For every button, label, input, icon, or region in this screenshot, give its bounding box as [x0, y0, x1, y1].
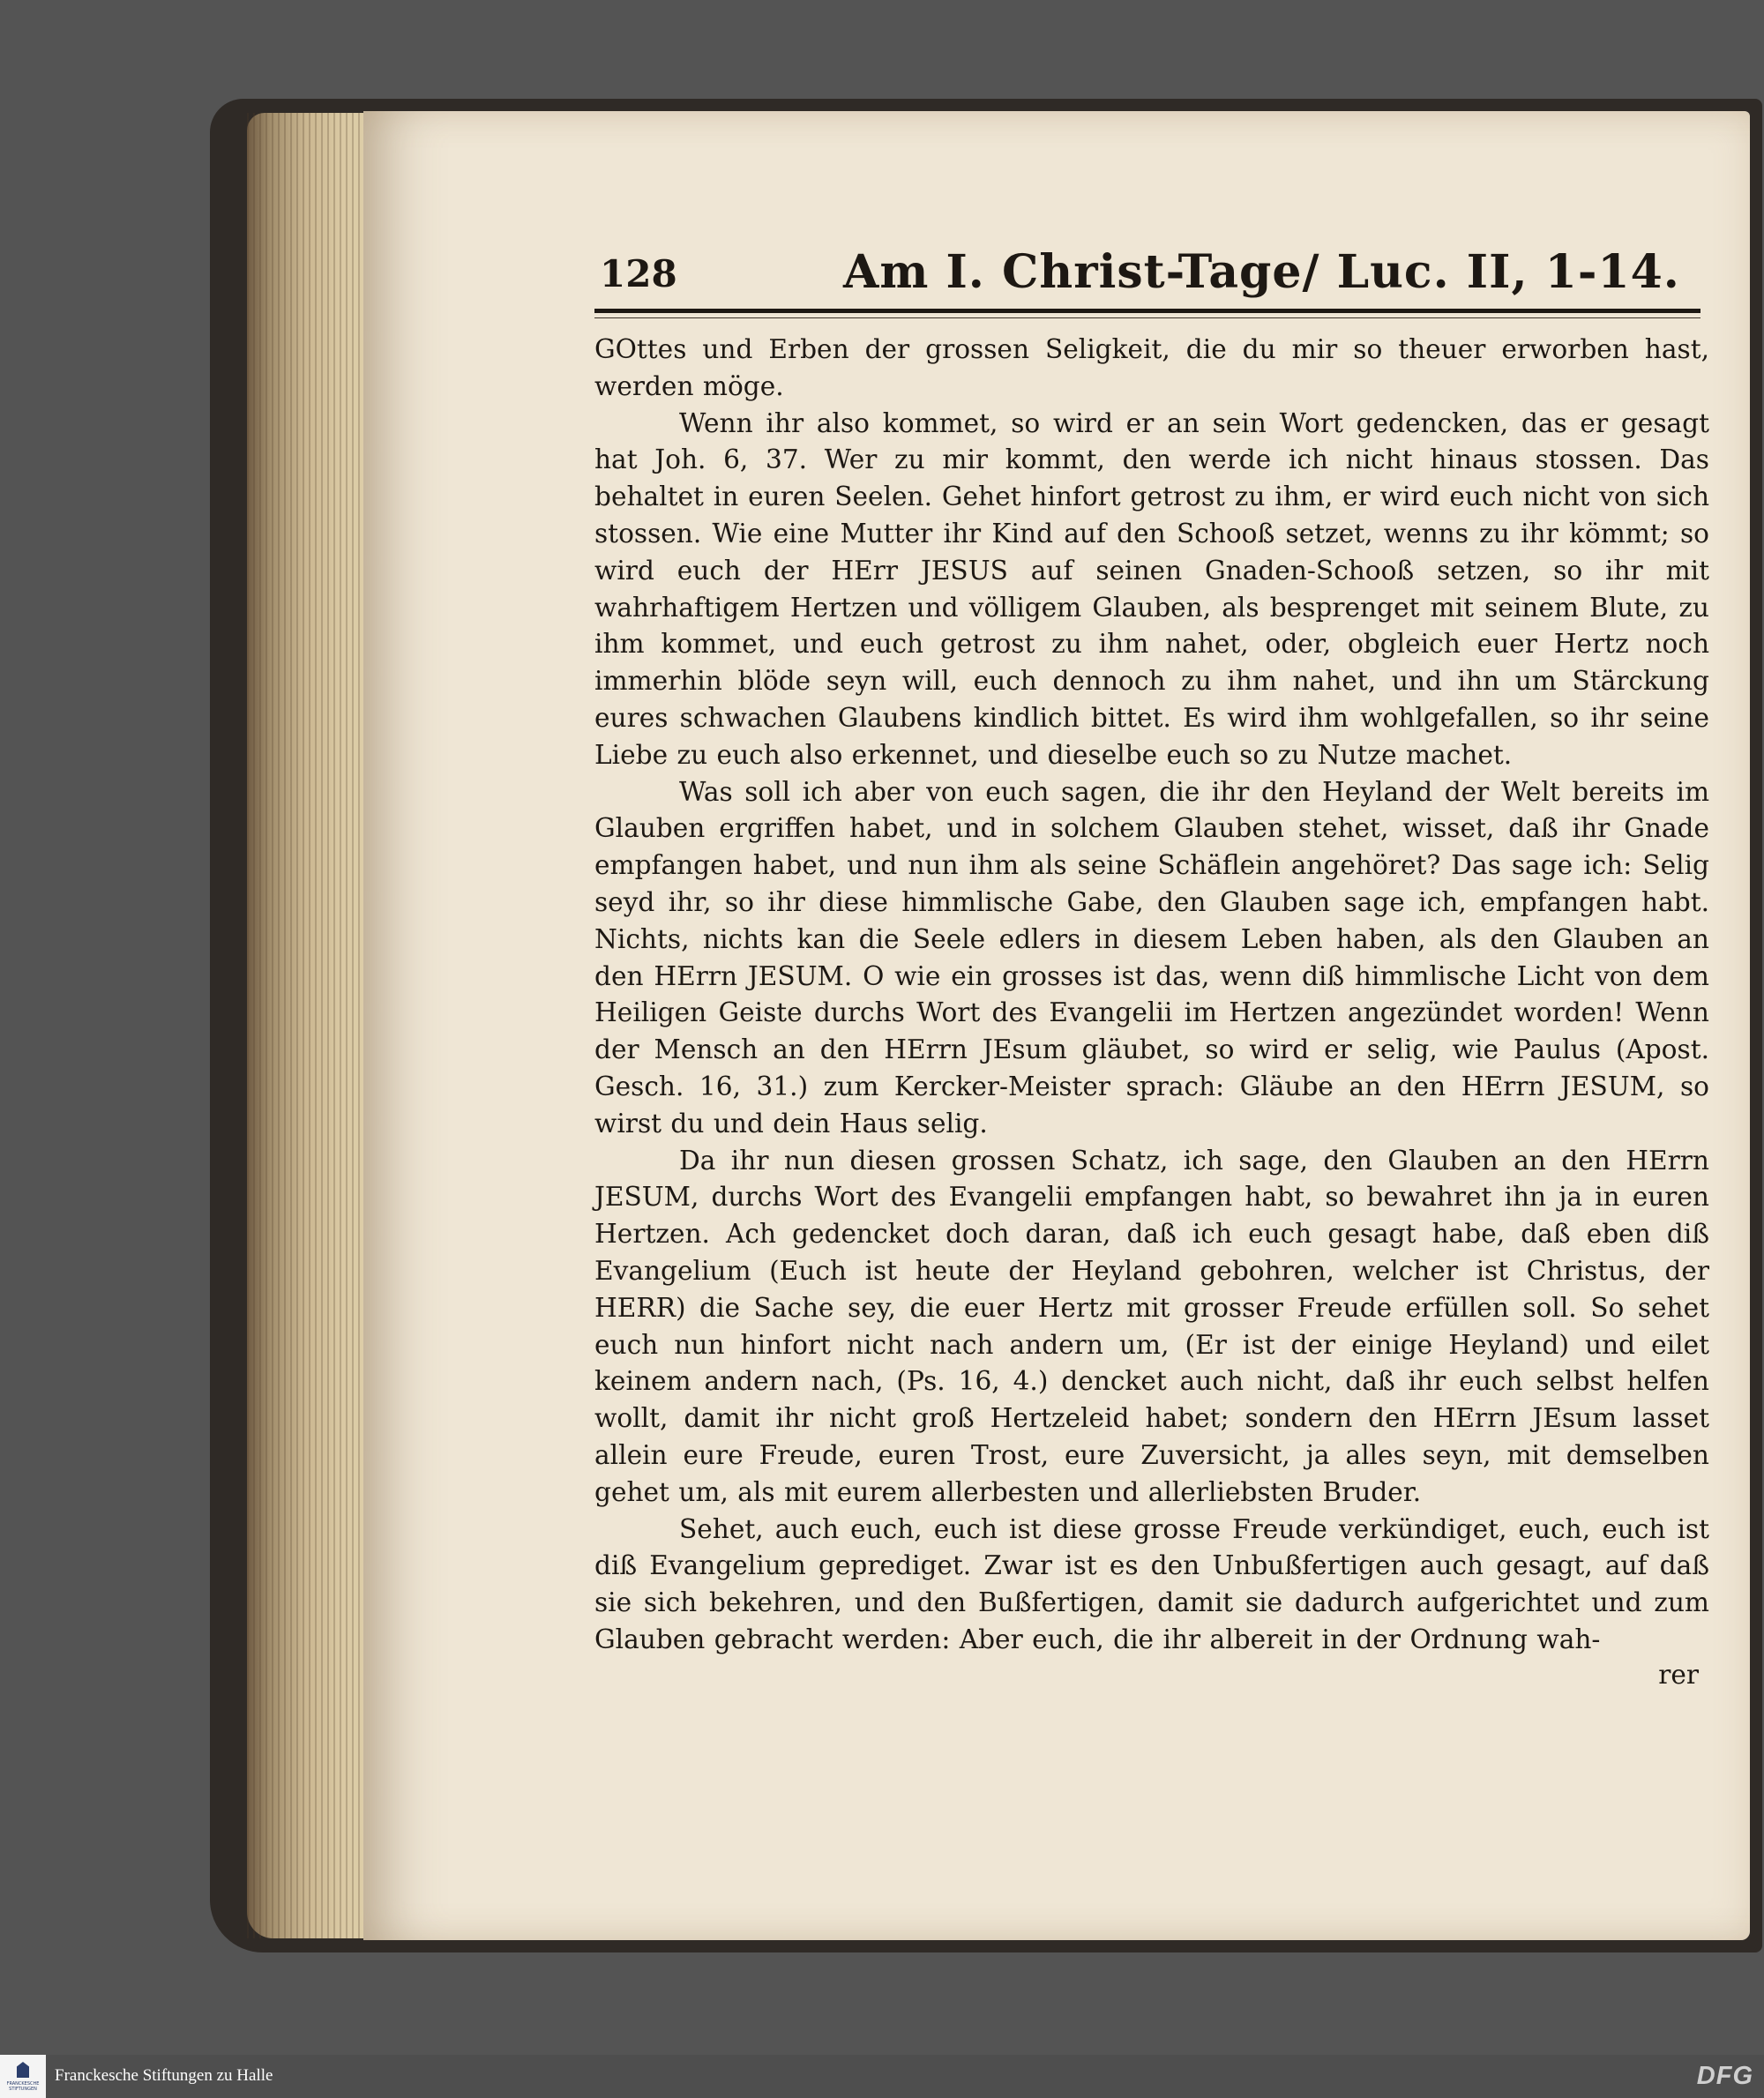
- page-block-edge: [247, 113, 379, 1938]
- catchword: rer: [1658, 1659, 1699, 1690]
- paragraph: GOttes und Erben der grossen Seligkeit, die du mir so theuer erworben hast, werden möge.: [594, 334, 1709, 401]
- institution-name: Franckesche Stiftungen zu Halle: [55, 2066, 273, 2085]
- body-text: [594, 332, 1709, 1659]
- logo-text: FRANCKESCHE STIFTUNGEN: [6, 2081, 40, 2092]
- header-rule-thin: [594, 317, 1700, 318]
- page-header: [594, 245, 1709, 312]
- paragraph: Wenn ihr also kommet, so wird er an sein Wort gedencken, das er gesagt hat Joh. 6, 37. Wer zu mir kommt, den werde ich nicht hinaus stossen. Das behaltet in euren Seelen. Gehet hinfort getrost zu ihm, er wird euch nicht von sich stossen. Wie eine Mutter ihr Kind auf den Schooß setzet, wenns zu ihr kömmt; so wird euch der HErr JESUS auf seinen Gnaden-Schooß setzen, so ihr mit wahrhaftigem Hertzen und völligem Glauben, als besprenget mit seinem Blute, zu ihm kommet, und euch getrost zu ihm nahet, oder, obgleich euer Hertz noch immerhin blöde seyn will, euch dennoch zu ihm nahet, und ihn um Stärckung eures schwachen Glaubens kindlich bittet. Es wird ihm wohlgefallen, so ihr seine Liebe zu euch also erkennet, und dieselbe euch so zu Nutze machet.: [594, 407, 1709, 770]
- paragraph: Sehet, auch euch, euch ist diese grosse Freude verkündiget, euch, euch ist diß Evangelium geprediget. Zwar ist es den Unbußfertigen auch gesagt, auf daß sie sich bekehren, und den Bußfertigen, damit sie dadurch aufgerichtet und zum Glauben gebracht werden: Aber euch, die ihr albereit in der Ordnung wah-: [594, 1513, 1709, 1654]
- institution-logo[interactable]: [0, 2055, 46, 2098]
- dfg-logo: DFG: [1696, 2062, 1753, 2090]
- book-page: [363, 111, 1750, 1940]
- paragraph: Da ihr nun diesen grossen Schatz, ich sage, den Glauben an den HErrn JESUM, durchs Wort des Evangelii empfangen habt, so bewahret ihn ja in euren Hertzen. Ach gedencket doch daran, daß ich euch gesagt habe, daß eben diß Evangelium (Euch ist heute der Heyland gebohren, welcher ist Christus, der HERR) die Sache sey, die euer Hertz mit grosser Freude erfüllen soll. So sehet euch nun hinfort nicht nach andern um, (Er ist der einige Heyland) und eilet keinem andern nach, (Ps. 16, 4.) dencket auch nicht, daß ihr euch selbst helfen wollt, damit ihr nicht groß Hertzeleid habet; sondern den HErrn JEsum lasset allein eure Freude, euren Trost, eure Zuversicht, ja alles seyn, mit demselben gehet um, als mit eurem allerbesten und allerliebsten Bruder.: [594, 1145, 1709, 1507]
- running-title: Am I. Christ-Tage/ Luc. II, 1-14.: [843, 245, 1680, 299]
- paragraph: Was soll ich aber von euch sagen, die ihr den Heyland der Welt bereits im Glauben ergriffen habet, und in solchem Glauben stehet, wisset, daß ihr Gnade empfangen habet, und nun ihm als seine Schäflein angehöret? Das sage ich: Selig seyd ihr, so ihr diese himmlische Gabe, den Glauben sage ich, empfangen habt. Nichts, nichts kan die Seele edlers in diesem Leben haben, als den Glauben an den HErrn JESUM. O wie ein grosses ist das, wenn diß himmlische Licht von dem Heiligen Geiste durchs Wort des Evangelii im Hertzen angezündet worden! Wenn der Mensch an den HErrn JEsum gläubet, so wird er selig, wie Paulus (Apost. Gesch. 16, 31.) zum Kercker-Meister sprach: Gläube an den HErrn JESUM, so wirst du und dein Haus selig.: [594, 776, 1709, 1139]
- header-rule: [594, 309, 1700, 313]
- page-number: 128: [600, 252, 677, 295]
- page-content: [594, 245, 1709, 1693]
- building-icon: [17, 2062, 29, 2078]
- footer-bar: [0, 2055, 1764, 2098]
